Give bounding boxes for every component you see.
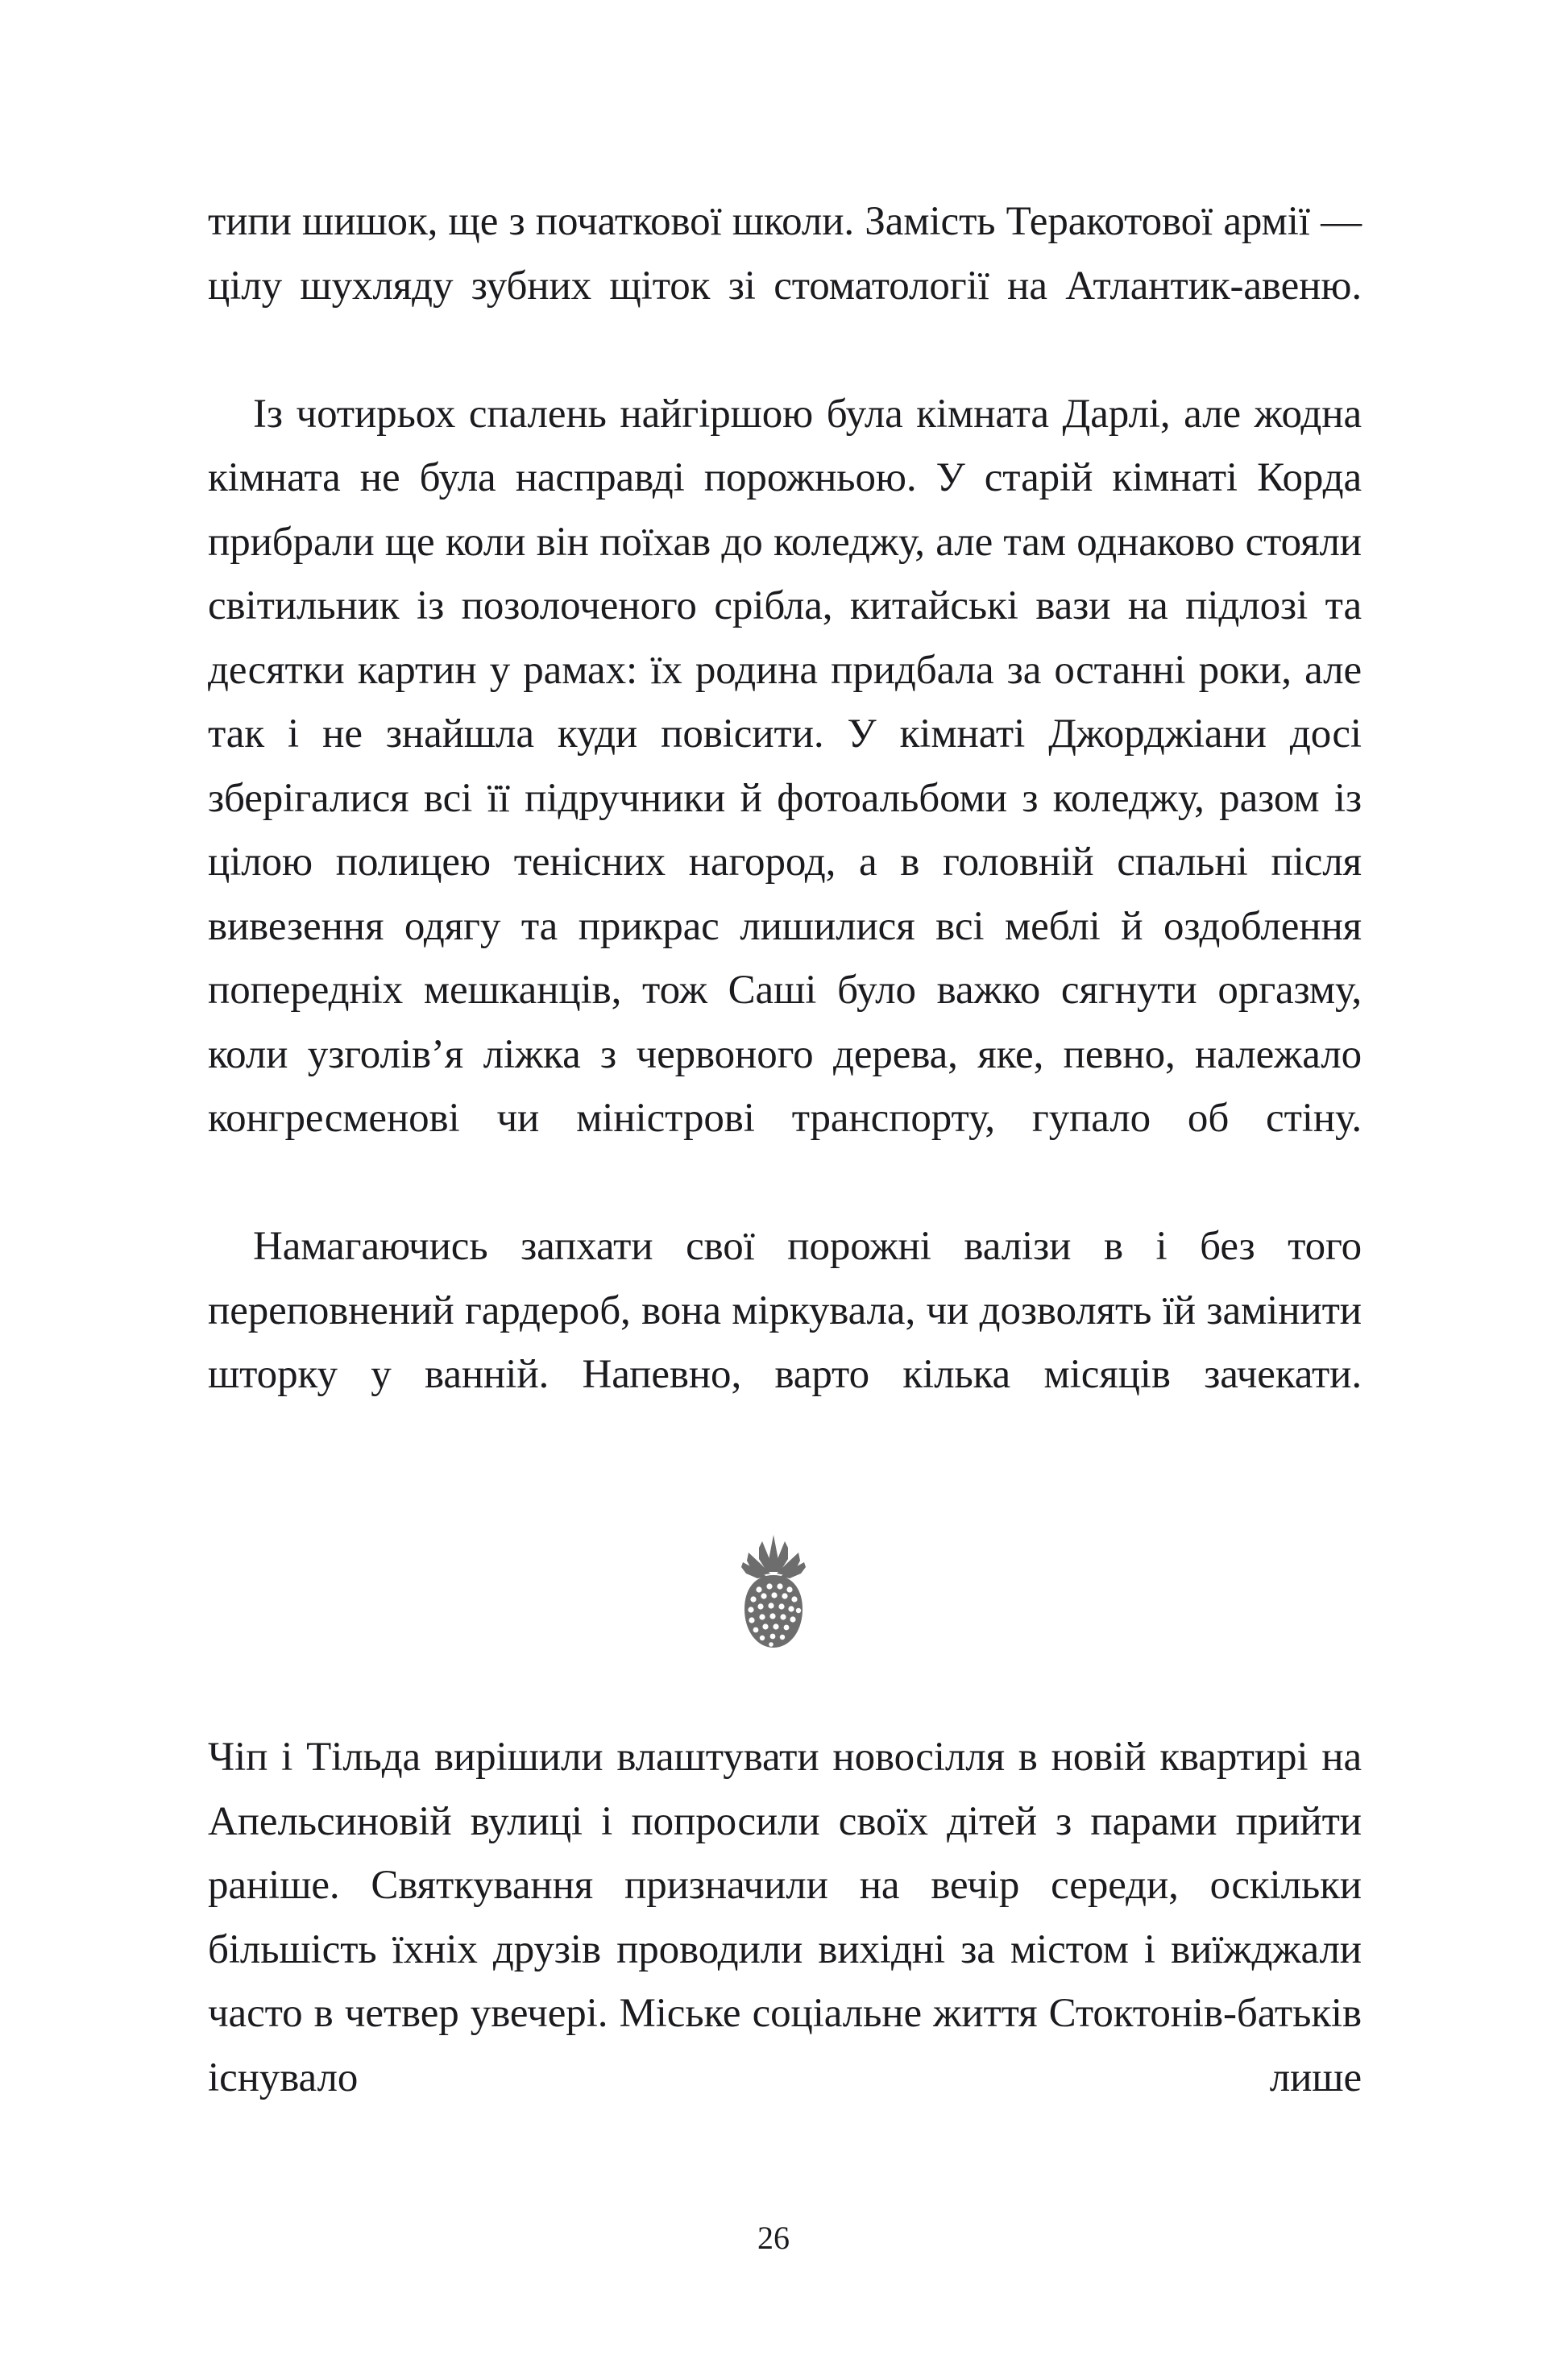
paragraph-1: типи шишок, ще з початкової школи. Замість Теракотової армії — цілу шухляду зубних щіток зі стоматології на Атлантик-авеню. xyxy=(208,199,1362,309)
section-break-ornament xyxy=(0,1535,1547,1650)
upper-text-block xyxy=(208,190,1362,1471)
page-number: 26 xyxy=(757,2220,790,2256)
paragraph-3: Намагаючись запхати свої порожні валізи в і без того переповнений гардероб, вона міркувала, чи дозволять їй замінити шторку у ванній. Напевно, варто кілька місяців зачекати. xyxy=(208,1224,1362,1397)
pineapple-icon xyxy=(738,1535,809,1650)
paragraph-4: Чіп і Тільда вирішили влаштувати новосілля в новій квартирі на Апельсиновій вулиці і попросили своїх дітей з парами прийти раніше. Святкування призначили на вечір середи, оскільки більшість їхніх друзів проводили вихідні за містом і виїжджали часто в четвер увечері. Міське соціальне життя Стоктонів-батьків існувало лише xyxy=(208,1735,1362,2100)
paragraph-2: Із чотирьох спалень найгіршою була кімната Дарлі, але жодна кімната не була насправді порожньою. У старій кімнаті Корда прибрали ще коли він поїхав до коледжу, але там однаково стояли світильник із позолоченого срібла, китайські вази на підлозі та десятки картин у рамах: їх родина придбала за останні роки, але так і не знайшла куди повісити. У кімнаті Джорджіани досі зберігалися всі її підручники й фотоальбоми з коледжу, разом із цілою полицею тенісних нагород, а в головній спальні після вивезення одягу та прикрас лишилися всі меблі й оздоблення попередніх мешканців, тож Саші було важко сягнути оргазму, коли узголів’я ліжка з червоного дерева, яке, певно, належало конгресменові чи міністрові транспорту, гупало об стіну. xyxy=(208,391,1362,1141)
lower-text-block xyxy=(208,1726,1362,2175)
